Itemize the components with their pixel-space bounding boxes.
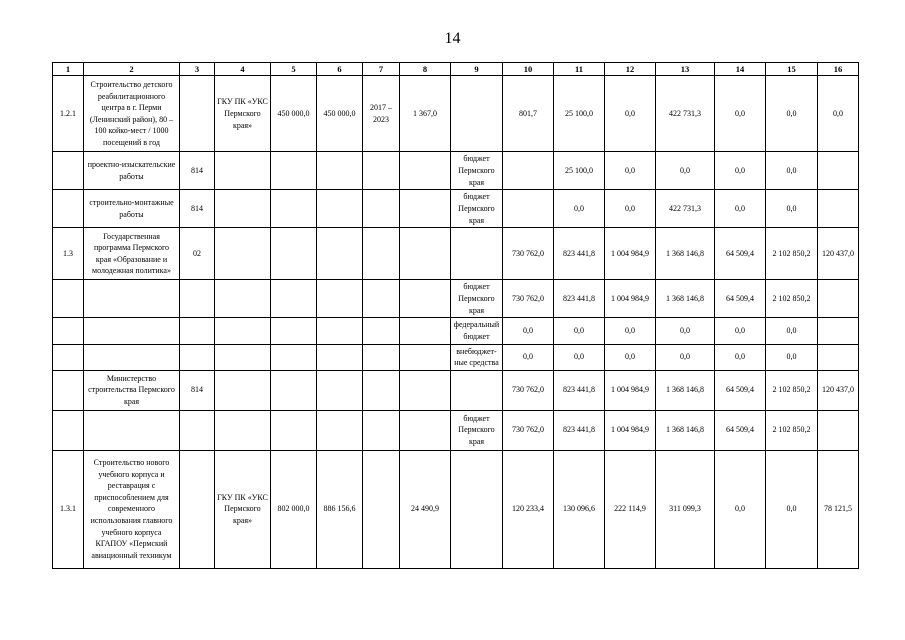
column-number-14: 14	[715, 63, 766, 76]
table-cell-col-3	[180, 450, 215, 568]
budget-table	[52, 62, 859, 569]
table-cell-col-10: 0,0	[503, 344, 554, 370]
table-cell-col-13: 1 368 146,8	[656, 228, 715, 280]
table-cell-col-16	[818, 410, 859, 450]
table-cell-col-10: 0,0	[503, 318, 554, 344]
table-cell-col-15: 0,0	[766, 76, 818, 152]
table-cell-col-5	[271, 370, 317, 410]
table-cell-col-3	[180, 344, 215, 370]
table-cell-col-12: 1 004 984,9	[605, 228, 656, 280]
table-cell-col-8: 24 490,9	[400, 450, 451, 568]
table-cell-col-13: 0,0	[656, 344, 715, 370]
table-cell-col-3	[180, 410, 215, 450]
table-cell-col-11: 0,0	[554, 318, 605, 344]
column-number-6: 6	[317, 63, 363, 76]
table-cell-col-2	[84, 410, 180, 450]
table-cell-col-15: 2 102 850,2	[766, 280, 818, 318]
table-cell-col-1	[53, 318, 84, 344]
table-cell-col-7	[363, 318, 400, 344]
table-cell-col-1: 1.2.1	[53, 76, 84, 152]
table-cell-col-13: 311 099,3	[656, 450, 715, 568]
table-cell-col-16	[818, 344, 859, 370]
table-cell-col-9	[451, 76, 503, 152]
table-cell-col-15: 0,0	[766, 318, 818, 344]
table-cell-col-8	[400, 228, 451, 280]
table-cell-col-1	[53, 370, 84, 410]
table-cell-col-2: строительно-монтажные работы	[84, 190, 180, 228]
table-row	[53, 370, 859, 410]
table-cell-col-3	[180, 280, 215, 318]
table-cell-col-7	[363, 228, 400, 280]
table-cell-col-14: 0,0	[715, 76, 766, 152]
table-cell-col-6	[317, 152, 363, 190]
table-cell-col-16: 0,0	[818, 76, 859, 152]
table-cell-col-10	[503, 190, 554, 228]
table-cell-col-6	[317, 344, 363, 370]
table-cell-col-16: 78 121,5	[818, 450, 859, 568]
table-cell-col-3: 814	[180, 370, 215, 410]
table-cell-col-13: 0,0	[656, 152, 715, 190]
table-cell-col-6: 450 000,0	[317, 76, 363, 152]
table-cell-col-5: 802 000,0	[271, 450, 317, 568]
table-cell-col-2: Министерство строительства Пермского края	[84, 370, 180, 410]
table-cell-col-4	[215, 344, 271, 370]
column-number-10: 10	[503, 63, 554, 76]
table-cell-col-14: 0,0	[715, 318, 766, 344]
table-cell-col-7	[363, 190, 400, 228]
table-cell-col-11: 823 441,8	[554, 410, 605, 450]
table-cell-col-4	[215, 280, 271, 318]
table-cell-col-10	[503, 152, 554, 190]
table-cell-col-9	[451, 370, 503, 410]
table-cell-col-14: 64 509,4	[715, 410, 766, 450]
table-cell-col-6	[317, 318, 363, 344]
table-cell-col-15: 2 102 850,2	[766, 228, 818, 280]
table-cell-col-4	[215, 318, 271, 344]
table-cell-col-15: 2 102 850,2	[766, 370, 818, 410]
table-cell-col-3	[180, 76, 215, 152]
table-cell-col-16	[818, 152, 859, 190]
table-cell-col-6: 886 156,6	[317, 450, 363, 568]
table-cell-col-9: внебюджет-ные средства	[451, 344, 503, 370]
table-cell-col-10: 730 762,0	[503, 410, 554, 450]
table-cell-col-5	[271, 152, 317, 190]
table-cell-col-12: 0,0	[605, 76, 656, 152]
table-cell-col-13: 1 368 146,8	[656, 280, 715, 318]
table-cell-col-11: 0,0	[554, 344, 605, 370]
table-cell-col-12: 0,0	[605, 190, 656, 228]
column-number-7: 7	[363, 63, 400, 76]
table-cell-col-12: 1 004 984,9	[605, 280, 656, 318]
table-row	[53, 450, 859, 568]
table-cell-col-8	[400, 280, 451, 318]
column-number-16: 16	[818, 63, 859, 76]
table-cell-col-11: 823 441,8	[554, 370, 605, 410]
table-cell-col-2: Строительство детского реабилитационного центра в г. Перми (Ленинский район), 80 – 100 койко-мест / 1000 посещений в год	[84, 76, 180, 152]
column-number-9: 9	[451, 63, 503, 76]
table-cell-col-3: 814	[180, 190, 215, 228]
table-cell-col-4	[215, 152, 271, 190]
column-number-2: 2	[84, 63, 180, 76]
table-cell-col-9: бюджет Пермского края	[451, 280, 503, 318]
table-row	[53, 280, 859, 318]
table-cell-col-16	[818, 190, 859, 228]
table-cell-col-11: 130 096,6	[554, 450, 605, 568]
column-number-4: 4	[215, 63, 271, 76]
table-cell-col-15: 0,0	[766, 450, 818, 568]
table-cell-col-4	[215, 228, 271, 280]
table-cell-col-7	[363, 344, 400, 370]
page-number: 14	[444, 30, 461, 47]
column-number-11: 11	[554, 63, 605, 76]
table-cell-col-11: 25 100,0	[554, 76, 605, 152]
table-cell-col-7	[363, 280, 400, 318]
table-cell-col-13: 422 731,3	[656, 190, 715, 228]
table-cell-col-14: 64 509,4	[715, 280, 766, 318]
table-row	[53, 410, 859, 450]
table-cell-col-13: 1 368 146,8	[656, 370, 715, 410]
table-cell-col-15: 0,0	[766, 190, 818, 228]
table-cell-col-8	[400, 410, 451, 450]
table-cell-col-2: Государственная программа Пермского края «Образование и молодежная политика»	[84, 228, 180, 280]
table-cell-col-10: 730 762,0	[503, 228, 554, 280]
table-row	[53, 318, 859, 344]
table-cell-col-11: 0,0	[554, 190, 605, 228]
table-cell-col-4: ГКУ ПК «УКС Пермского края»	[215, 76, 271, 152]
table-cell-col-1: 1.3	[53, 228, 84, 280]
table-cell-col-14: 0,0	[715, 152, 766, 190]
column-number-15: 15	[766, 63, 818, 76]
table-cell-col-2: Строительство нового учебного корпуса и реставрация с приспособлением для современного использования главного учебного корпуса КГАПОУ «Пермский авиационный техникум	[84, 450, 180, 568]
table-cell-col-7	[363, 410, 400, 450]
table-cell-col-4	[215, 190, 271, 228]
table-row	[53, 228, 859, 280]
table-row	[53, 190, 859, 228]
column-number-1: 1	[53, 63, 84, 76]
table-cell-col-12: 0,0	[605, 318, 656, 344]
table-cell-col-12: 1 004 984,9	[605, 410, 656, 450]
table-cell-col-4: ГКУ ПК «УКС Пермского края»	[215, 450, 271, 568]
table-cell-col-11: 25 100,0	[554, 152, 605, 190]
table-row	[53, 152, 859, 190]
table-cell-col-15: 0,0	[766, 152, 818, 190]
table-cell-col-1	[53, 410, 84, 450]
table-cell-col-5	[271, 190, 317, 228]
table-cell-col-3: 02	[180, 228, 215, 280]
column-number-5: 5	[271, 63, 317, 76]
table-cell-col-7: 2017 – 2023	[363, 76, 400, 152]
table-cell-col-10: 120 233,4	[503, 450, 554, 568]
header-row	[53, 63, 859, 76]
table-cell-col-16: 120 437,0	[818, 370, 859, 410]
table-cell-col-14: 0,0	[715, 344, 766, 370]
table-cell-col-16: 120 437,0	[818, 228, 859, 280]
table-cell-col-8	[400, 190, 451, 228]
table-cell-col-7	[363, 450, 400, 568]
table-cell-col-7	[363, 370, 400, 410]
table-cell-col-16	[818, 280, 859, 318]
table-cell-col-13: 422 731,3	[656, 76, 715, 152]
column-number-3: 3	[180, 63, 215, 76]
table-cell-col-3: 814	[180, 152, 215, 190]
table-cell-col-15: 0,0	[766, 344, 818, 370]
table-cell-col-9	[451, 450, 503, 568]
table-cell-col-4	[215, 370, 271, 410]
table-cell-col-14: 0,0	[715, 450, 766, 568]
table-cell-col-13: 0,0	[656, 318, 715, 344]
table-cell-col-1	[53, 190, 84, 228]
table-cell-col-2	[84, 344, 180, 370]
table-cell-col-14: 64 509,4	[715, 370, 766, 410]
table-cell-col-5: 450 000,0	[271, 76, 317, 152]
table-cell-col-4	[215, 410, 271, 450]
table-cell-col-1: 1.3.1	[53, 450, 84, 568]
table-cell-col-1	[53, 152, 84, 190]
table-cell-col-10: 801,7	[503, 76, 554, 152]
table-cell-col-9: бюджет Пермского края	[451, 190, 503, 228]
table-body	[53, 63, 859, 569]
table-cell-col-2	[84, 318, 180, 344]
table-cell-col-8	[400, 370, 451, 410]
table-cell-col-2: проектно-изыскательские работы	[84, 152, 180, 190]
table-cell-col-6	[317, 410, 363, 450]
table-cell-col-9: бюджет Пермского края	[451, 410, 503, 450]
table-cell-col-5	[271, 280, 317, 318]
table-cell-col-11: 823 441,8	[554, 280, 605, 318]
table-cell-col-13: 1 368 146,8	[656, 410, 715, 450]
table-cell-col-9: бюджет Пермского края	[451, 152, 503, 190]
table-cell-col-8	[400, 344, 451, 370]
table-cell-col-9	[451, 228, 503, 280]
table-cell-col-5	[271, 228, 317, 280]
table-cell-col-6	[317, 228, 363, 280]
table-cell-col-5	[271, 344, 317, 370]
table-cell-col-1	[53, 344, 84, 370]
table-row	[53, 76, 859, 152]
table-cell-col-12: 1 004 984,9	[605, 370, 656, 410]
column-number-12: 12	[605, 63, 656, 76]
table-cell-col-12: 0,0	[605, 344, 656, 370]
table-cell-col-6	[317, 370, 363, 410]
table-cell-col-7	[363, 152, 400, 190]
table-cell-col-1	[53, 280, 84, 318]
table-cell-col-10: 730 762,0	[503, 370, 554, 410]
table-cell-col-10: 730 762,0	[503, 280, 554, 318]
table-row	[53, 344, 859, 370]
table-cell-col-11: 823 441,8	[554, 228, 605, 280]
table-cell-col-5	[271, 318, 317, 344]
table-cell-col-8	[400, 318, 451, 344]
table-cell-col-12: 0,0	[605, 152, 656, 190]
table-cell-col-14: 0,0	[715, 190, 766, 228]
column-number-13: 13	[656, 63, 715, 76]
table-cell-col-8: 1 367,0	[400, 76, 451, 152]
table-cell-col-5	[271, 410, 317, 450]
column-number-8: 8	[400, 63, 451, 76]
table-cell-col-16	[818, 318, 859, 344]
table-cell-col-15: 2 102 850,2	[766, 410, 818, 450]
table-cell-col-2	[84, 280, 180, 318]
table-cell-col-8	[400, 152, 451, 190]
table-cell-col-6	[317, 280, 363, 318]
table-cell-col-6	[317, 190, 363, 228]
table-cell-col-12: 222 114,9	[605, 450, 656, 568]
table-cell-col-9: федеральный бюджет	[451, 318, 503, 344]
table-cell-col-3	[180, 318, 215, 344]
table-cell-col-14: 64 509,4	[715, 228, 766, 280]
